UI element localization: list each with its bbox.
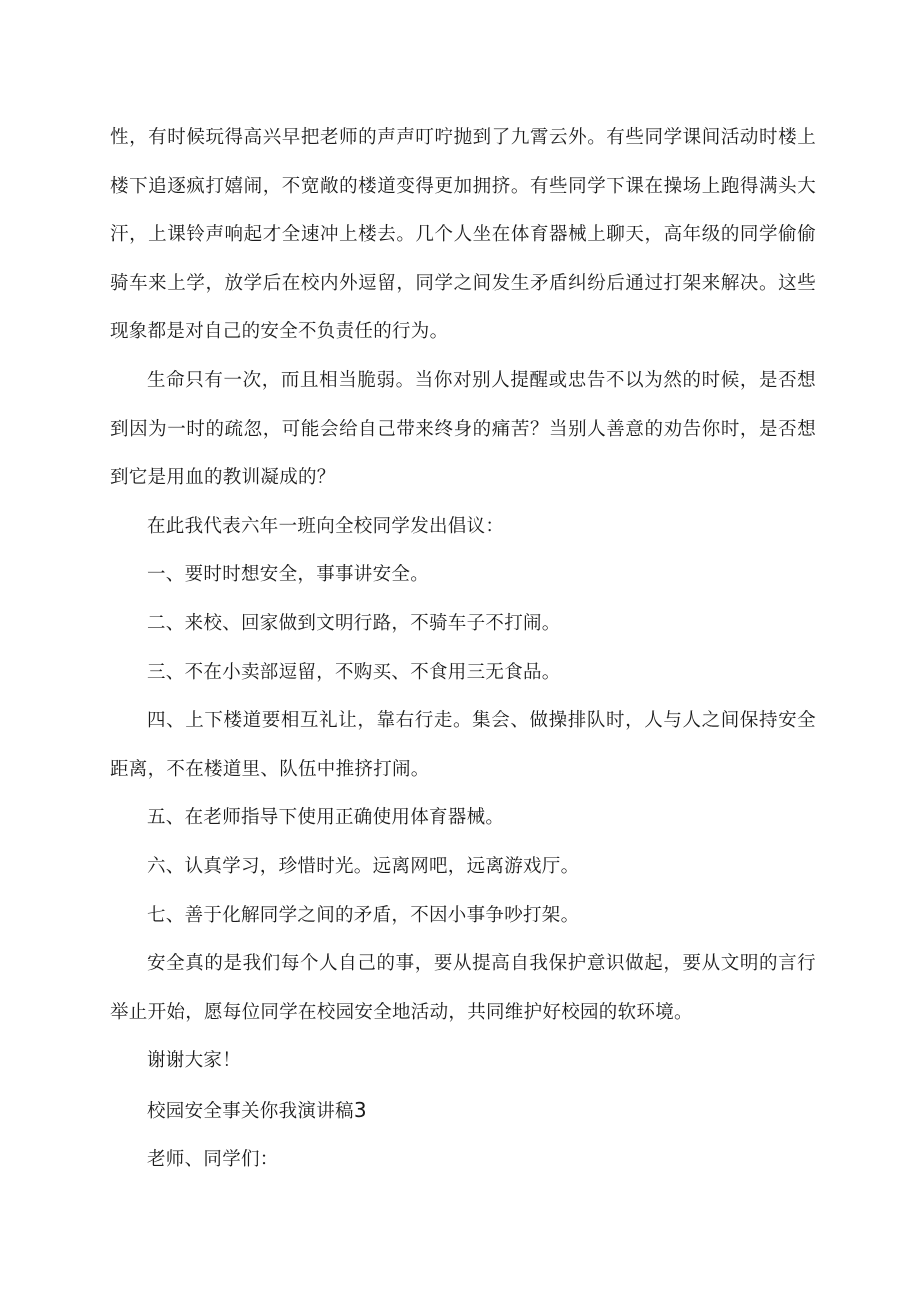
- proposal-item-4: 四、上下楼道要相互礼让，靠右行走。集会、做操排队时，人与人之间保持安全距离，不在楼道里、队伍中推挤打闹。: [110, 710, 816, 780]
- proposal-item-6: 六、认真学习，珍惜时光。远离网吧，远离游戏厅。: [147, 855, 580, 877]
- paragraph-proposal-intro: 在此我代表六年一班向全校同学发出倡议：: [147, 515, 505, 537]
- section-title: [110, 1086, 816, 1137]
- proposal-item-7: 七、善于化解同学之间的矛盾，不因小事争吵打架。: [147, 904, 580, 926]
- proposal-item-1: 一、要时时想安全，事事讲安全。: [147, 564, 430, 586]
- proposal-item-5: 五、在老师指导下使用正确使用体育器械。: [147, 807, 505, 829]
- section-title-text: 校园安全事关你我演讲稿: [147, 1100, 354, 1122]
- greeting: 老师、同学们：: [147, 1149, 279, 1171]
- paragraph-life-fragile: 生命只有一次，而且相当脆弱。当你对别人提醒或忠告不以为然的时候，是否想到因为一时的疏忽，可能会给自己带来终身的痛苦？当别人善意的劝告你时，是否想到它是用血的教训凝成的？: [110, 369, 816, 489]
- paragraph-behavior-issues: 性，有时候玩得高兴早把老师的声声叮咛抛到了九霄云外。有些同学课间活动时楼上楼下追逐疯打嬉闹，不宽敞的楼道变得更加拥挤。有些同学下课在操场上跑得满头大汗，上课铃声响起才全速冲上楼去。几个人坐在体育器械上聊天，高年级的同学偷偷骑车来上学，放学后在校内外逗留，同学之间发生矛盾纠纷后通过打架来解决。这些现象都是对自己的安全不负责任的行为。: [110, 127, 816, 343]
- section-title-number: 3: [353, 1097, 367, 1122]
- document-page: [110, 114, 816, 1185]
- proposal-item-3: 三、不在小卖部逗留，不购买、不食用三无食品。: [147, 661, 561, 683]
- paragraph-conclusion: 安全真的是我们每个人自己的事，要从提高自我保护意识做起，要从文明的言行举止开始，愿每位同学在校园安全地活动，共同维护好校园的软环境。: [110, 953, 816, 1023]
- proposal-item-2: 二、来校、回家做到文明行路，不骑车子不打闹。: [147, 612, 561, 634]
- paragraph-thanks: 谢谢大家！: [147, 1050, 242, 1072]
